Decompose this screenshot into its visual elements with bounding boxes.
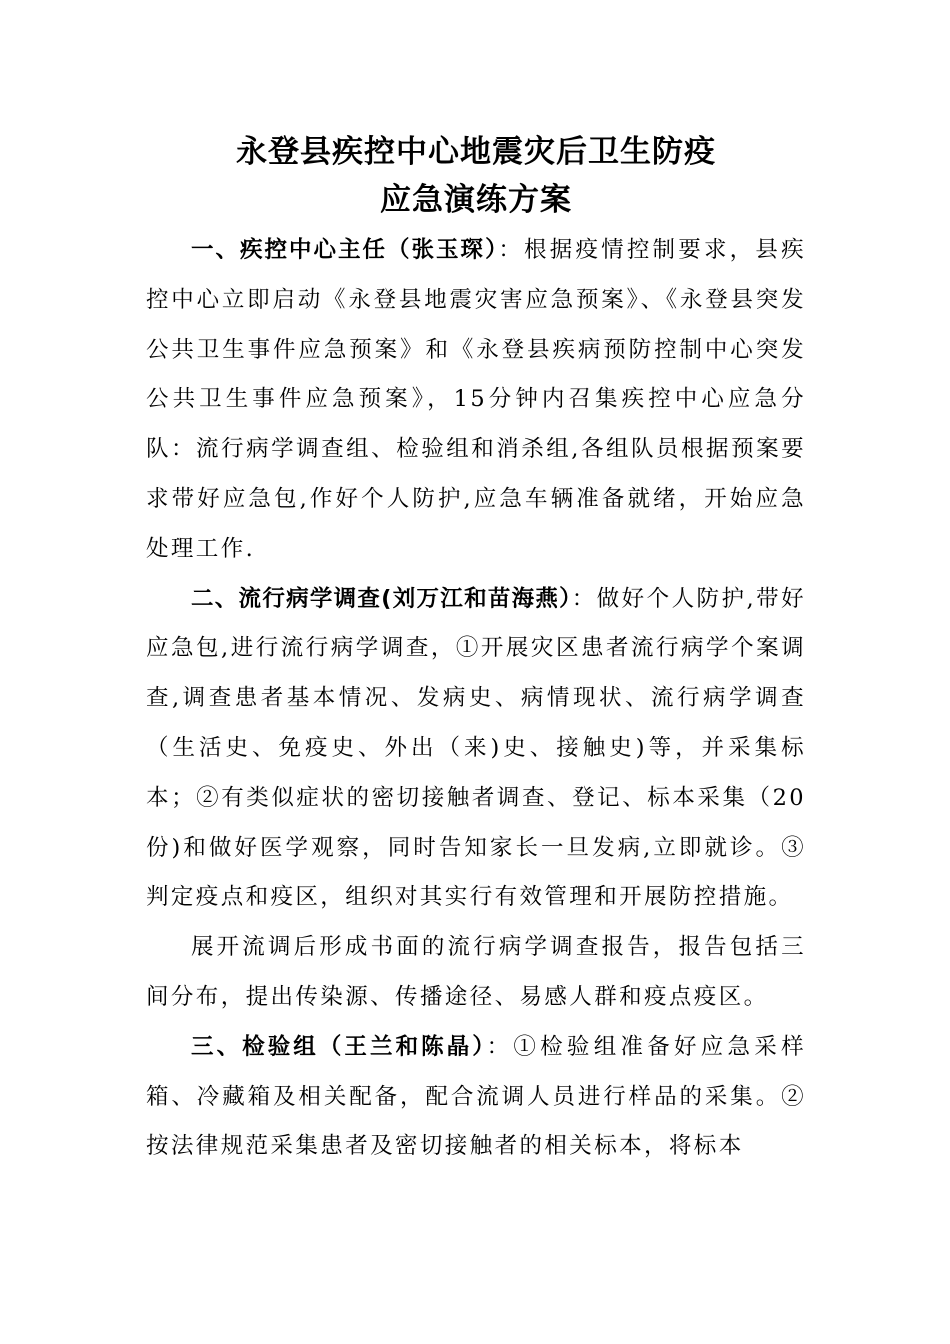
section-report-note [146,923,806,1023]
section-text: ：根据疫情控制要求，县疾控中心立即启动《永登县地震灾害应急预案》、《永登县突发公共卫生事件应急预案》和《永登县疾病预防控制中心突发公共卫生事件应急预案》，15分钟内召集疾控中心应急分队：流行病学调查组、检验组和消杀组,各组队员根据预案要求带好应急包,作好个人防护,应急车辆准备就绪，开始应急处理工作. [146,237,806,562]
section-text: 展开流调后形成书面的流行病学调查报告，报告包括三间分布，提出传染源、传播途径、易感人群和疫点疫区。 [146,934,806,1010]
section-text: ：①检验组准备好应急采样箱、冷藏箱及相关配备，配合流调人员进行样品的采集。②按法律规范采集患者及密切接触者的相关标本，将标本 [146,1033,806,1160]
section-director [146,226,806,575]
section-heading: 二、流行病学调查(刘万江和苗海燕） [191,585,572,612]
section-heading: 一、疾控中心主任（张玉琛） [191,237,499,263]
title-line-1: 永登县疾控中心地震灾后卫生防疫 [236,134,716,170]
section-heading: 三、检验组（王兰和陈晶） [191,1033,487,1060]
section-epidemiology [146,575,806,924]
section-text: ：做好个人防护,带好应急包,进行流行病学调查，①开展灾区患者流行病学个案调查,调查患者基本情况、发病史、病情现状、流行病学调查（生活史、免疫史、外出（来)史、接触史)等，并采集标本；②有类似症状的密切接触者调查、登记、标本采集（20份)和做好医学观察，同时告知家长一旦发病,立即就诊。③判定疫点和疫区，组织对其实行有效管理和开展防控措施。 [146,585,807,911]
document-page [146,128,806,1172]
document-body [146,226,806,1172]
section-laboratory [146,1023,806,1172]
title-line-2: 应急演练方案 [380,182,572,218]
document-title [146,128,806,224]
